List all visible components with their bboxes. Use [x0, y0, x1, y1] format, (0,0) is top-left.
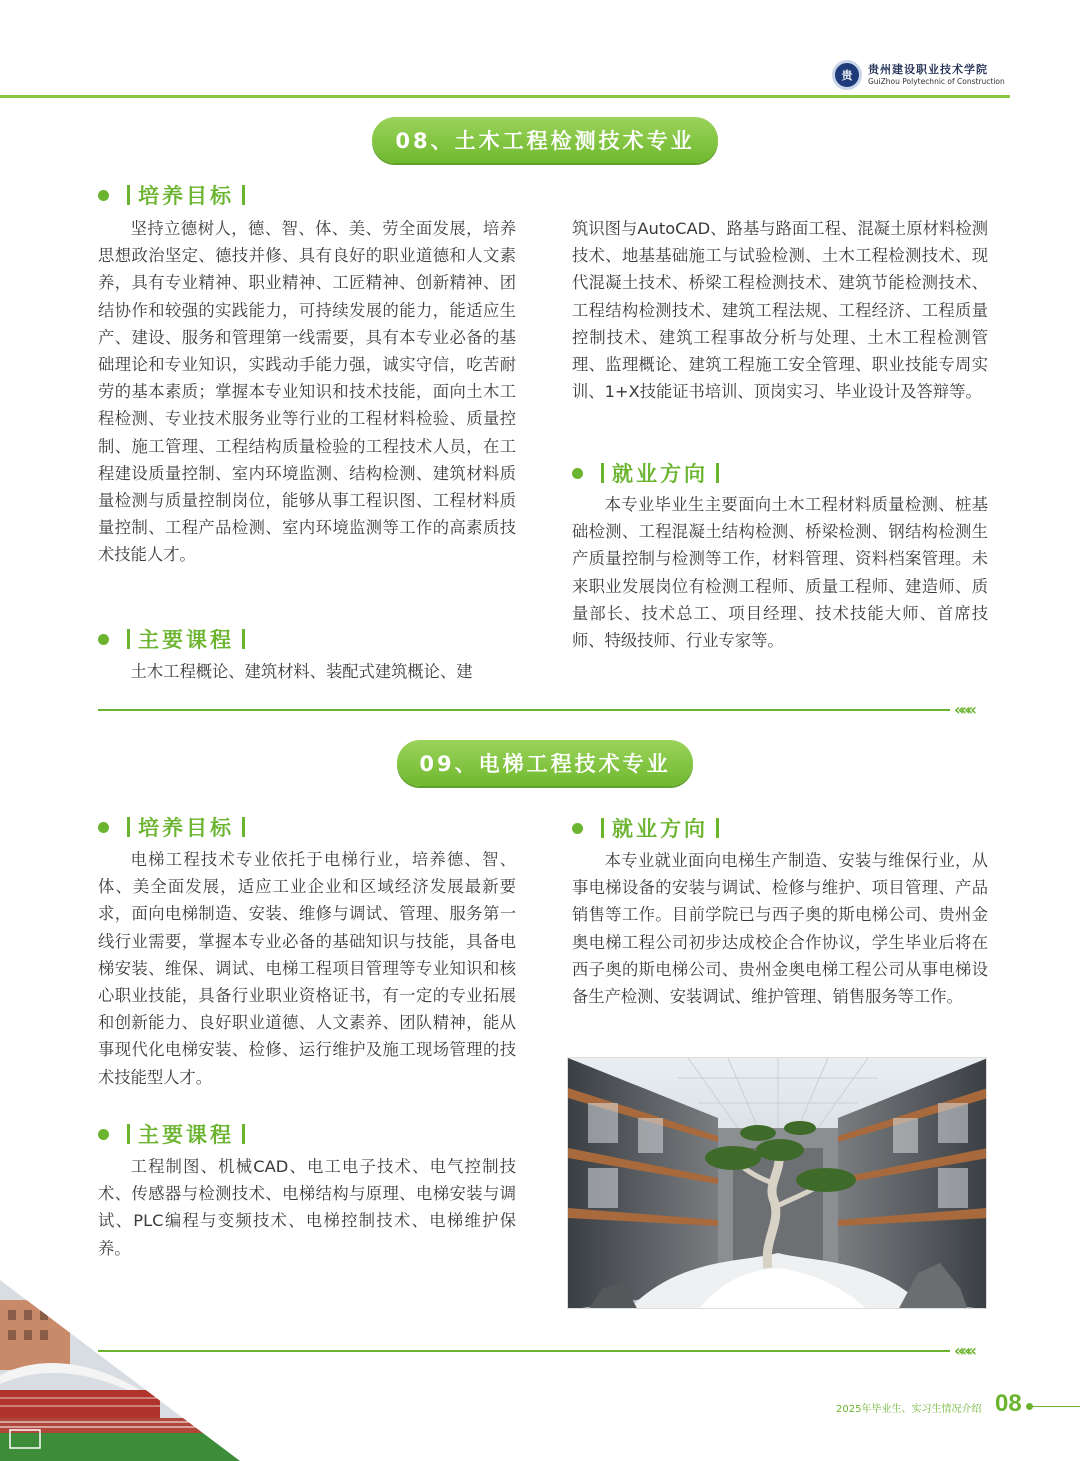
section-08-title: 08、土木工程检测技术专业	[372, 117, 718, 163]
section-09-job-heading	[572, 813, 727, 843]
section-08-course-text-a: 土木工程概论、建筑材料、装配式建筑概论、建	[130, 662, 473, 681]
section-09-goal-text: 电梯工程技术专业依托于电梯行业，培养德、智、体、美全面发展，适应工业企业和区域经济发展最新要求，面向电梯制造、安装、维修与调试、管理、服务第一线行业需要，掌握本专业必备的基础知识与技能，具备电梯安装、维保、调试、电梯工程项目管理等专业知识和核心职业技能，具备行业职业资格证书，有一定的专业拓展和创新能力、良好职业道德、人文素养、团队精神，能从事现代化电梯安装、检修、运行维护及施工现场管理的技术技能型人才。	[98, 850, 516, 1087]
school-logo	[832, 58, 1012, 92]
heading-label: 主要课程	[138, 628, 234, 652]
section-09-course-heading	[98, 1119, 253, 1149]
school-name	[868, 64, 1005, 86]
heading-bar	[127, 817, 130, 837]
section-09-job-text: 本专业就业面向电梯生产制造、安装与维保行业，从事电梯设备的安装与调试、检修与维护、项目管理、产品销售等工作。目前学院已与西子奥的斯电梯公司、贵州金奥电梯工程公司初步达成校企合作协议，学生毕业后将在西子奥的斯电梯公司、贵州金奥电梯工程公司从事电梯设备生产检测、安装调试、维护管理、销售服务等工作。	[572, 851, 988, 1007]
page-number: 08	[995, 1390, 1022, 1417]
header-rule	[0, 95, 1010, 98]
bullet-dot-icon	[98, 634, 109, 645]
heading-bar	[716, 818, 719, 838]
school-name-cn: 贵州建设职业技术学院	[868, 63, 988, 77]
heading-bar	[242, 817, 245, 837]
section-08-job-heading	[572, 458, 727, 488]
section-09-goal-heading	[98, 812, 253, 842]
section-09-course-text: 工程制图、机械CAD、电工电子技术、电气控制技术、传感器与检测技术、电梯结构与原理、电梯安装与调试、PLC编程与变频技术、电梯控制技术、电梯维护保养。	[98, 1157, 516, 1258]
section-08-course-text-b: 筑识图与AutoCAD、路基与路面工程、混凝土原材料检测技术、地基基础施工与试验检测、土木工程检测技术、现代混凝土技术、桥梁工程检测技术、建筑节能检测技术、工程结构检测技术、建筑工程法规、工程经济、工程质量控制技术、建筑工程事故分析与处理、土木工程检测管理、监理概论、建筑工程施工安全管理、职业技能专周实训、1+X技能证书培训、顶岗实习、毕业设计及答辩等。	[572, 219, 988, 402]
heading-bar	[601, 463, 604, 483]
bullet-dot-icon	[572, 468, 583, 479]
heading-bar	[127, 1124, 130, 1144]
school-name-en: GuiZhou Polytechnic of Construction	[868, 77, 1005, 87]
heading-bar	[127, 185, 130, 205]
section-08-course-heading	[98, 624, 253, 654]
heading-bar	[601, 818, 604, 838]
school-emblem-icon: 贵	[832, 60, 862, 90]
heading-bar	[242, 185, 245, 205]
section-08-job-text: 本专业毕业生主要面向土木工程材料质量检测、桩基础检测、工程混凝土结构检测、桥梁检测、钢结构检测生产质量控制与检测等工作，材料管理、资料档案管理。未来职业发展岗位有检测工程师、质量工程师、建造师、质量部长、技术总工、项目经理、技术技能大师、首席技师、特级技师、行业专家等。	[572, 495, 988, 651]
heading-bar	[716, 463, 719, 483]
chevrons-left-icon: «««	[954, 1341, 974, 1360]
section-08-goal-text: 坚持立德树人，德、智、体、美、劳全面发展，培养思想政治坚定、德技并修、具有良好的职业道德和人文素养，具有专业精神、职业精神、工匠精神、创新精神、团结协作和较强的实践能力，可持续发展的能力，能适应生产、建设、服务和管理第一线需要，具有本专业必备的基础理论和专业知识，实践动手能力强，诚实守信，吃苦耐劳的基本素质；掌握本专业知识和技术技能，面向土木工程检测、专业技术服务业等行业的工程材料检验、质量控制、施工管理、工程结构质量检验的工程技术人员，在工程建设质量控制、室内环境监测、结构检测、建筑材料质量检测与质量控制岗位，能够从事工程识图、工程材料质量控制、工程产品检测、室内环境监测等工作的高素质技术技能人才。	[98, 219, 516, 565]
heading-bar	[242, 1124, 245, 1144]
campus-illustration	[0, 1280, 240, 1461]
atrium-illustration	[568, 1058, 987, 1309]
heading-label: 主要课程	[138, 1123, 234, 1147]
footer-caption: 2025年毕业生、实习生情况介绍	[836, 1404, 982, 1415]
heading-bar	[127, 629, 130, 649]
section-08-goal-heading	[98, 180, 253, 210]
bullet-dot-icon	[98, 190, 109, 201]
page-marker-line	[1032, 1406, 1080, 1407]
heading-label: 培养目标	[138, 816, 234, 840]
heading-label: 就业方向	[612, 817, 708, 841]
atrium-photo	[567, 1057, 987, 1309]
heading-bar	[242, 629, 245, 649]
heading-label: 就业方向	[612, 462, 708, 486]
chevrons-left-icon: «««	[954, 700, 974, 719]
heading-label: 培养目标	[138, 184, 234, 208]
campus-corner-photo	[0, 1280, 240, 1461]
bullet-dot-icon	[98, 1129, 109, 1140]
bullet-dot-icon	[98, 822, 109, 833]
bullet-dot-icon	[572, 823, 583, 834]
section-divider	[98, 709, 950, 711]
section-09-title: 09、电梯工程技术专业	[397, 740, 693, 786]
